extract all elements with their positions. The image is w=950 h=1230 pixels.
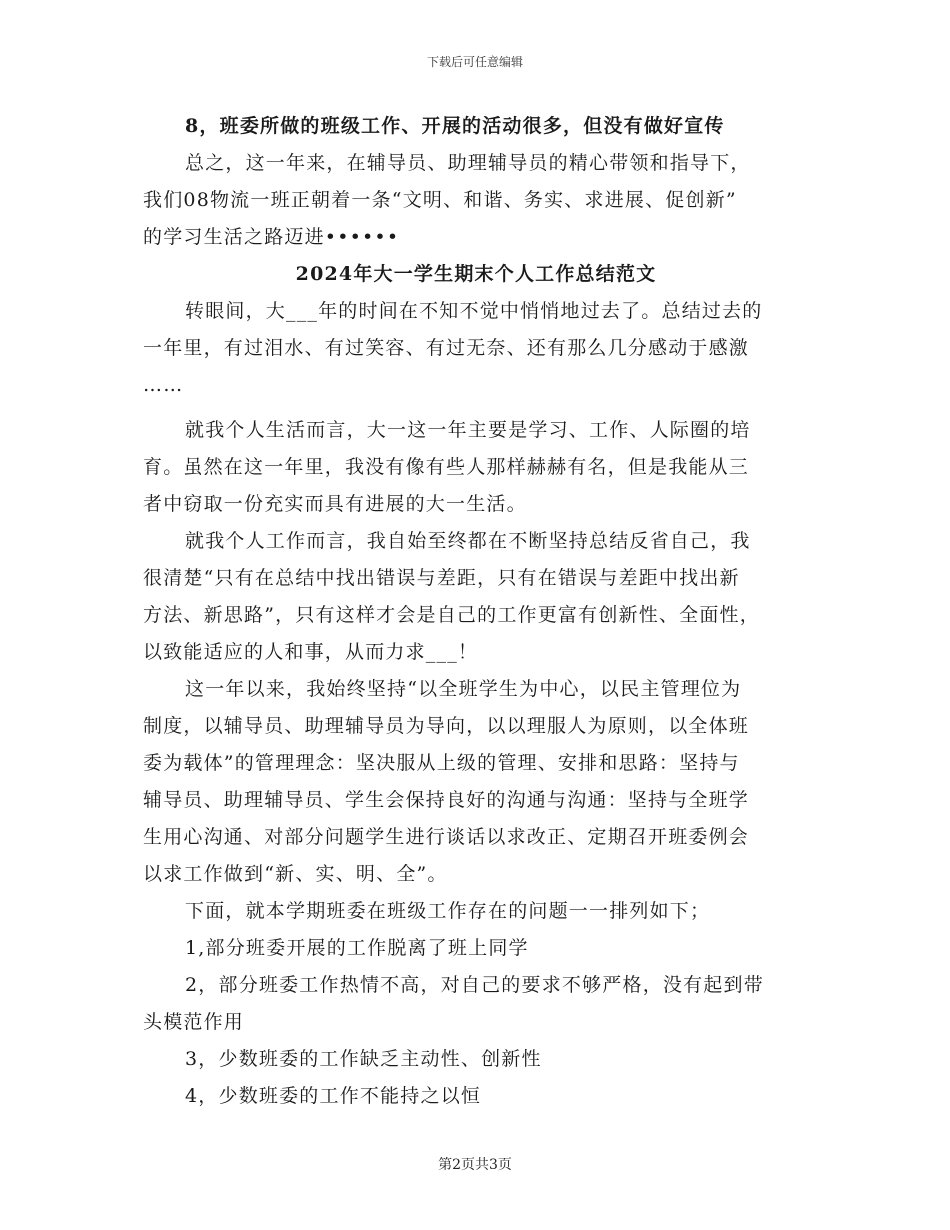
- page-header: 下载后可任意编辑: [426, 55, 523, 69]
- paragraph-line: 总之，这一年来，在辅导员、助理辅导员的精心带领和指导下，: [185, 152, 751, 174]
- paragraph-line: 一年里，有过泪水、有过笑容、有过无奈、还有那么几分感动于感激: [143, 337, 750, 359]
- paragraph-line: 以求工作做到“新、实、明、全”。: [143, 863, 448, 885]
- paragraph-line: 辅导员、助理辅导员、学生会保持良好的沟通与沟通：坚持与全班学: [143, 789, 750, 811]
- paragraph-line: 方法、新思路”，只有这样才会是自己的工作更富有创新性、全面性，: [143, 604, 760, 626]
- paragraph-line: 者中窃取一份充实而具有进展的大一生活。: [143, 493, 527, 515]
- paragraph-line: 生用心沟通、对部分问题学生进行谈话以求改正、定期召开班委例会: [143, 826, 750, 848]
- paragraph-line: 就我个人工作而言，我自始至终都在不断坚持总结反省自己，我: [185, 530, 751, 552]
- list-item-continuation: 头模范作用: [143, 1011, 245, 1033]
- paragraph-line: 制度，以辅导员、助理辅导员为导向，以以理服人为原则，以全体班: [143, 715, 750, 737]
- section-title: 2024年大一学生期末个人工作总结范文: [295, 263, 657, 285]
- paragraph-line: 育。虽然在这一年里，我没有像有些人那样赫赫有名，但是我能从三: [143, 456, 750, 478]
- page-number: 第2页共3页: [438, 1157, 512, 1173]
- paragraph-line: 转眼间，大___年的时间在不知不觉中悄悄地过去了。总结过去的: [185, 300, 763, 322]
- paragraph-line: 以致能适应的人和事，从而力求___！: [143, 641, 479, 663]
- paragraph-line: 就我个人生活而言，大一这一年主要是学习、工作、人际圈的培: [185, 419, 751, 441]
- list-item-8-heading: 8，班委所做的班级工作、开展的活动很多，但没有做好宣传: [185, 115, 725, 137]
- list-item: 4，少数班委的工作不能持之以恒: [185, 1085, 482, 1107]
- paragraph-line: ……: [143, 374, 184, 396]
- paragraph-line: 这一年以来，我始终坚持“以全班学生为中心，以民主管理位为: [185, 678, 742, 700]
- paragraph-line: 委为载体”的管理理念：坚决服从上级的管理、安排和思路：坚持与: [143, 752, 740, 774]
- paragraph-line: 的学习生活之路迈进••••••: [143, 226, 400, 248]
- list-item: 3，少数班委的工作缺乏主动性、创新性: [185, 1048, 542, 1070]
- paragraph-line: 我们08物流一班正朝着一条“文明、和谐、务实、求进展、促创新”: [143, 189, 737, 211]
- paragraph-line: 很清楚“只有在总结中找出错误与差距，只有在错误与差距中找出新: [143, 567, 740, 589]
- list-item: 2，部分班委工作热情不高，对自己的要求不够严格，没有起到带: [185, 974, 764, 996]
- paragraph-line: 下面，就本学期班委在班级工作存在的问题一一排列如下；: [185, 900, 711, 922]
- list-item: 1,部分班委开展的工作脱离了班上同学: [185, 937, 529, 959]
- document-body: [143, 108, 809, 1115]
